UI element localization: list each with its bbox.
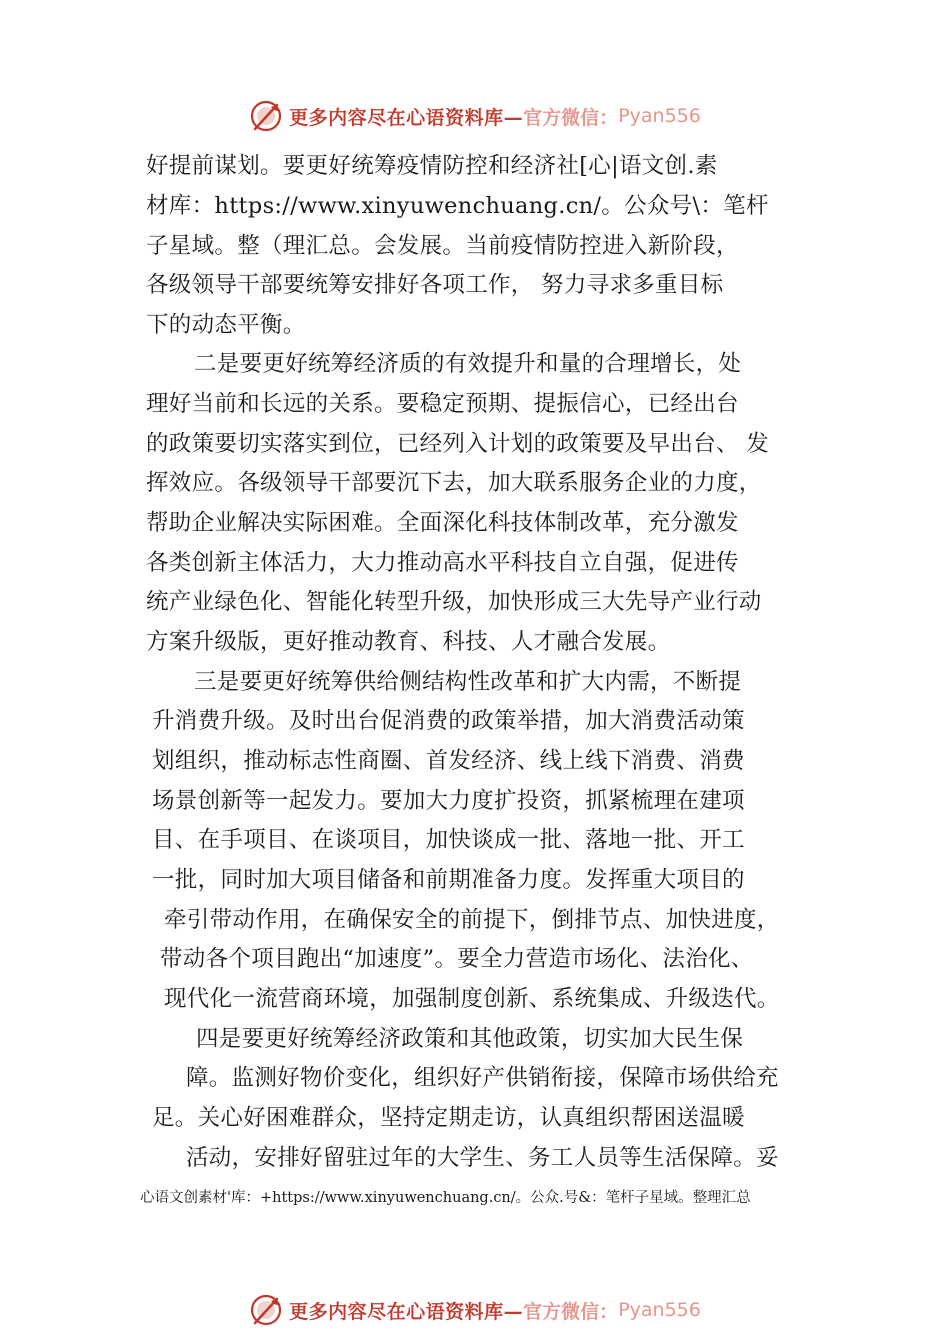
text-line: 四是要更好统筹经济政策和其他政策，切实加大民生保 (196, 1026, 744, 1052)
text-line: 带动各个项目跑出“加速度”。要全力营造市场化、法治化、 (160, 946, 754, 972)
text-line: 现代化一流营商环境，加强制度创新、系统集成、升级迭代。 (164, 986, 780, 1012)
banner-wechat-label: 官方微信： (523, 106, 619, 129)
text-line: 材库：https://www.xinyuwenchuang.cn/。公众号\：笔杆 (146, 193, 769, 219)
quill-seal-icon (249, 1293, 283, 1327)
text-line: 升消费升级。及时出台促消费的政策举措，加大消费活动策 (152, 708, 745, 734)
text-line: 三是要更好统筹供给侧结构性改革和扩大内需，不断提 (194, 669, 742, 695)
text-line: 足。关心好困难群众，坚持定期走访，认真组织帮困送温暖 (152, 1105, 745, 1131)
text-line: 统产业绿色化、智能化转型升级，加快形成三大先导产业行动 (146, 589, 762, 615)
text-line: 下的动态平衡。 (146, 312, 306, 338)
text-line: 划组织，推动标志性商圈、首发经济、线上线下消费、消费 (152, 748, 745, 774)
header-banner (0, 96, 950, 136)
text-line: 的政策要切实落实到位，已经列入计划的政策要及早出台、 发 (146, 431, 770, 457)
footer-watermark-note: 心语文创素材'库：+https://www.xinyuwenchuang.cn/。公众.号&：笔杆子星域。整理汇总 (140, 1190, 751, 1206)
text-line: 方案升级版，更好推动教育、科技、人才融合发展。 (146, 629, 671, 655)
text-line: 一批，同时加大项目储备和前期准备力度。发挥重大项目的 (152, 867, 745, 893)
text-line: 各级领导干部要统筹安排好各项工作， 努力寻求多重目标 (146, 272, 724, 298)
text-line: 好提前谋划。要更好统筹疫情防控和经济社[心|语文创.素 (146, 153, 718, 179)
banner-text: 更多内容尽在心语资料库— (289, 1300, 524, 1323)
text-line: 子星域。整（理汇总。会发展。当前疫情防控进入新阶段， (146, 233, 739, 259)
banner-wechat-id: Pyan556 (618, 105, 701, 127)
text-line: 理好当前和长远的关系。要稳定预期、提振信心，已经出台 (146, 391, 739, 417)
text-line: 障。监测好物价变化，组织好产供销衔接，保障市场供给充 (186, 1065, 779, 1091)
text-line: 帮助企业解决实际困难。全面深化科技体制改革，充分激发 (146, 510, 739, 536)
banner-wechat-id: Pyan556 (618, 1299, 701, 1321)
banner-wechat-label: 官方微信： (523, 1300, 619, 1323)
banner-text: 更多内容尽在心语资料库— (289, 106, 524, 129)
text-line: 目、在手项目、在谈项目，加快谈成一批、落地一批、开工 (152, 827, 745, 853)
text-line: 各类创新主体活力，大力推动高水平科技自立自强，促进传 (146, 550, 739, 576)
text-line: 活动，安排好留驻过年的大学生、务工人员等生活保障。妥 (186, 1145, 779, 1171)
text-line: 二是要更好统筹经济质的有效提升和量的合理增长，处 (194, 351, 742, 377)
text-line: 场景创新等一起发力。要加大力度扩投资，抓紧梳理在建项 (152, 788, 745, 814)
footer-banner (0, 1290, 950, 1330)
text-line: 挥效应。各级领导干部要沉下去，加大联系服务企业的力度， (146, 470, 762, 496)
text-line: 牵引带动作用，在确保安全的前提下，倒排节点、加快进度， (164, 907, 780, 933)
quill-seal-icon (249, 99, 283, 133)
